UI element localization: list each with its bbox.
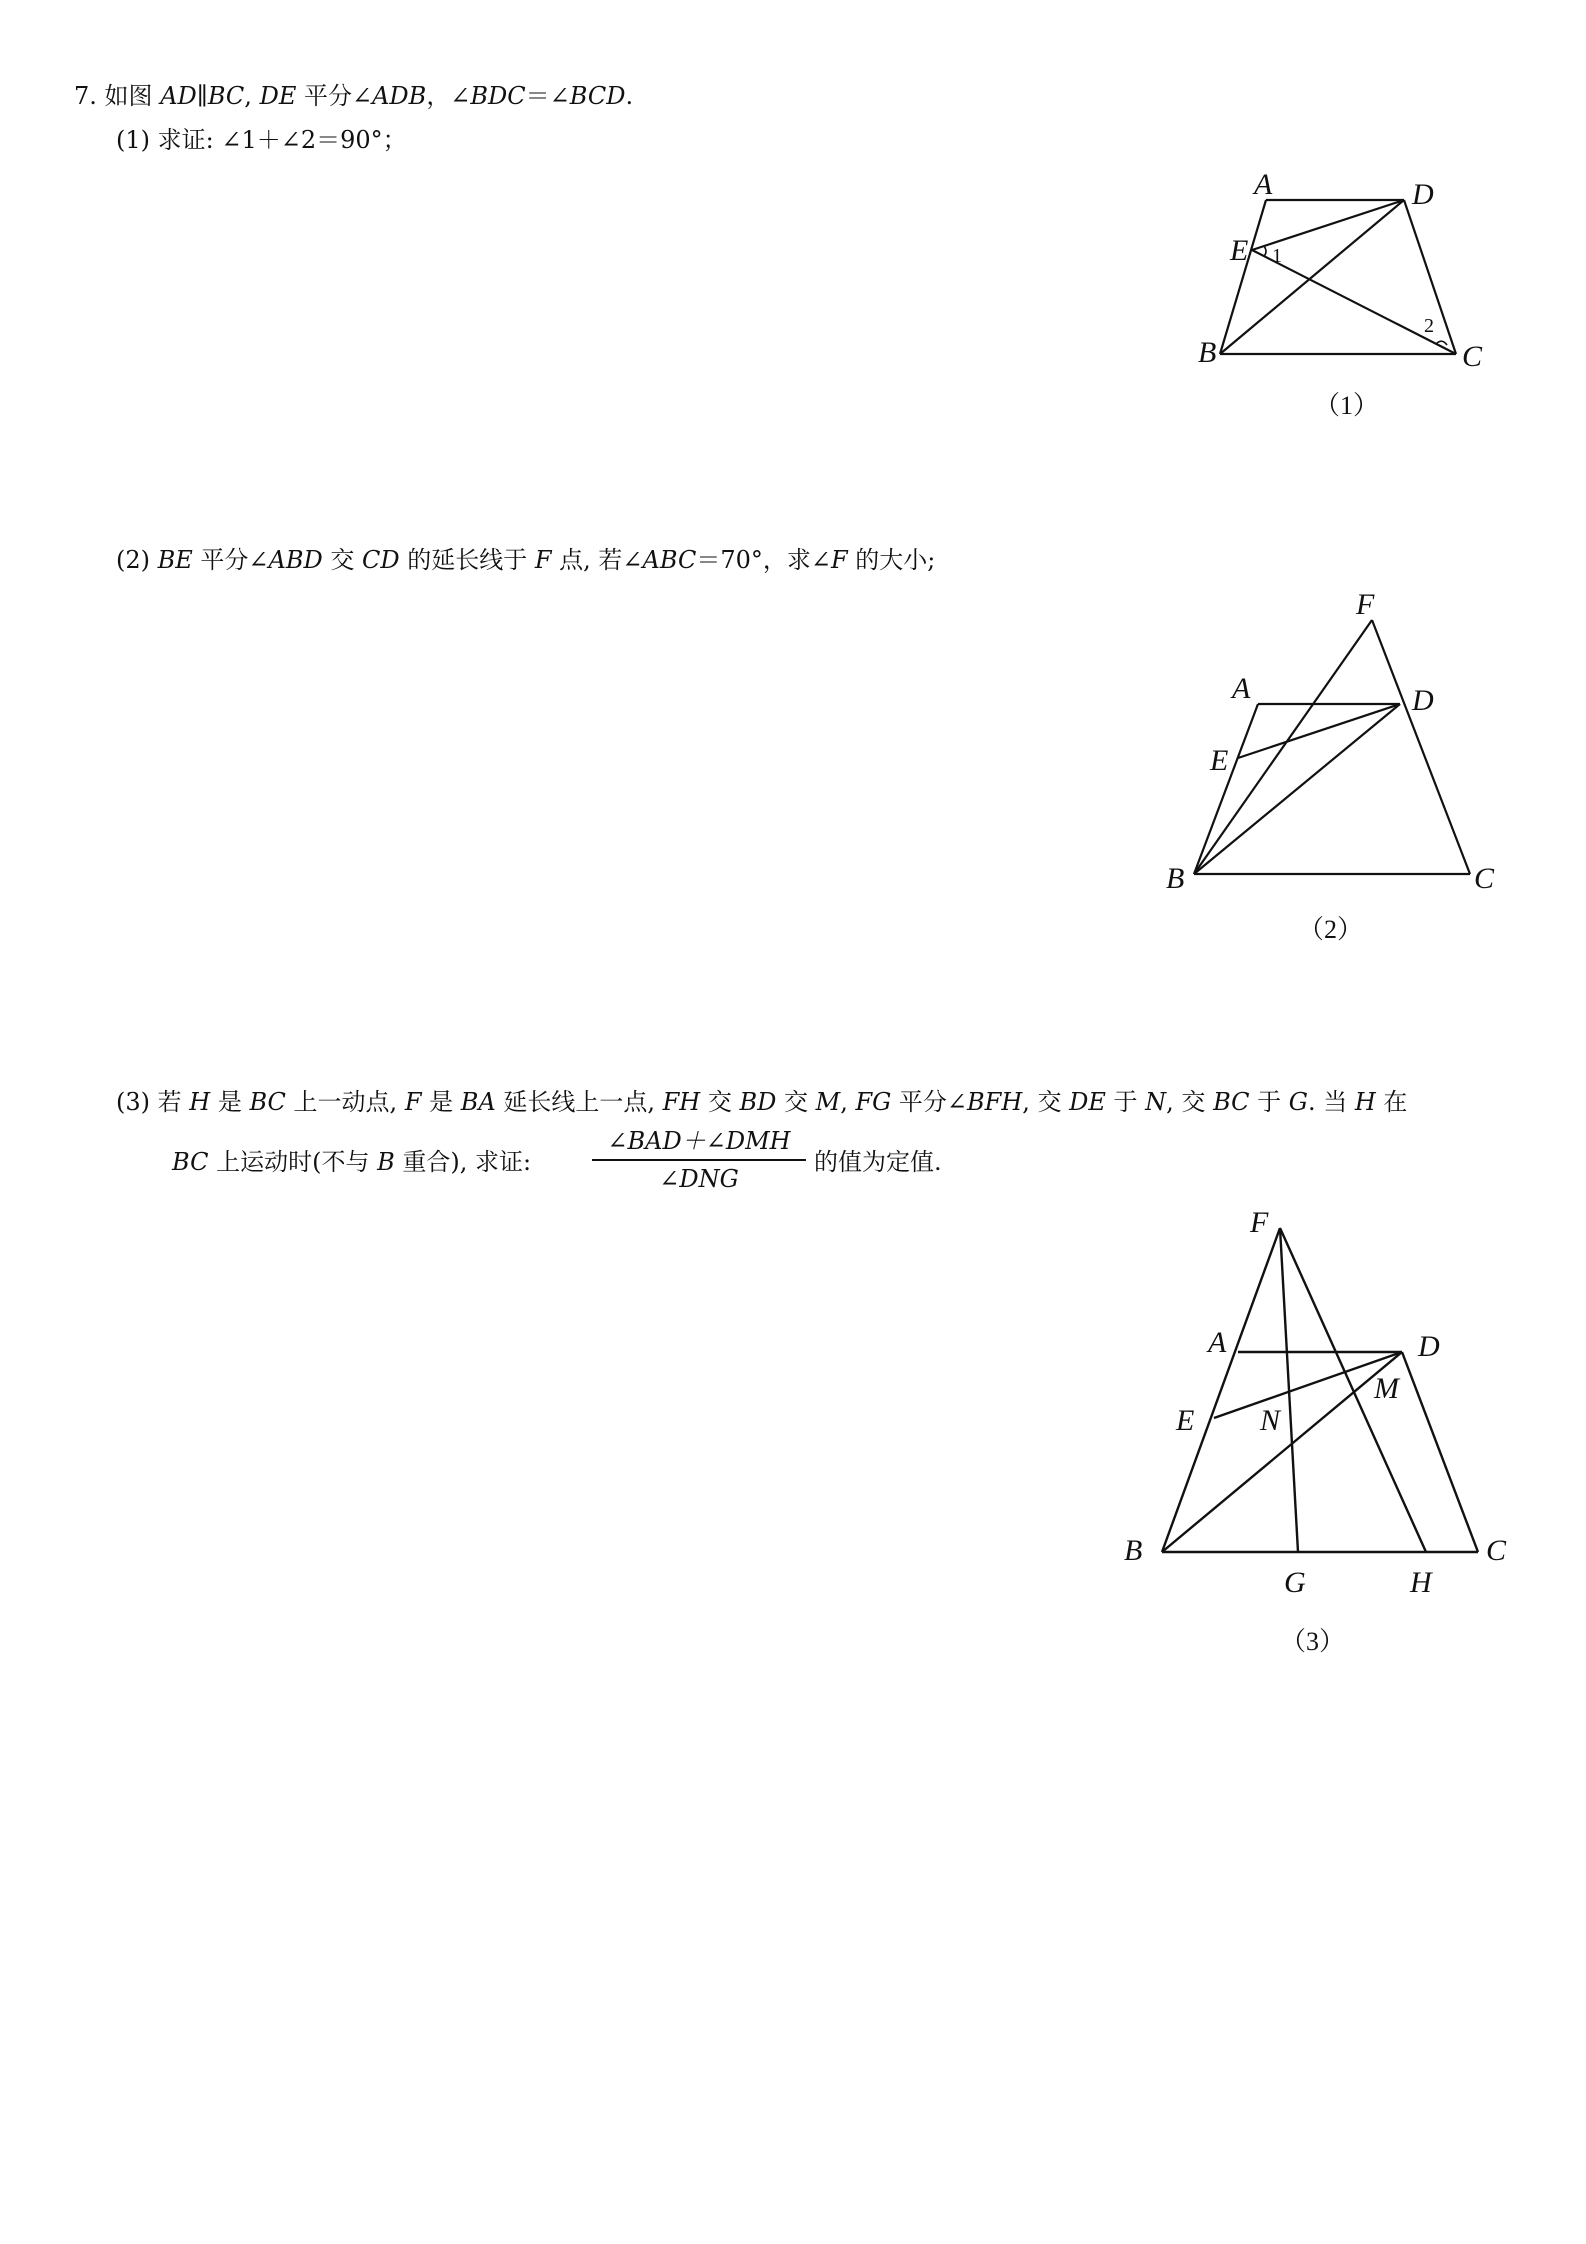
segment-ED — [1238, 704, 1400, 758]
part2-math: F — [534, 546, 552, 574]
part3-text: 在 — [1375, 1088, 1408, 1116]
fraction-denominator: ∠DNG — [659, 1165, 739, 1193]
part3-text: 平分∠ — [891, 1088, 968, 1116]
part3-math: H — [189, 1088, 211, 1116]
label-angle-1: 1 — [1272, 245, 1282, 267]
label-G: G — [1284, 1566, 1306, 1599]
part3-math: BC — [1213, 1088, 1250, 1116]
segment-AB — [1220, 200, 1266, 354]
label-B: B — [1166, 862, 1185, 895]
part3-math: BFH — [967, 1088, 1023, 1116]
label-E: E — [1210, 744, 1229, 777]
label-E: E — [1230, 234, 1249, 267]
part3-math: BA — [460, 1088, 496, 1116]
label-C: C — [1462, 340, 1483, 373]
intro-text: . — [625, 82, 634, 110]
part3-text: 交 — [776, 1088, 816, 1116]
label-N: N — [1260, 1404, 1281, 1437]
label-B: B — [1124, 1534, 1143, 1567]
intro-text: , — [244, 82, 252, 110]
part3-text: 重合), 求证: — [394, 1148, 532, 1176]
figure-3-caption: （3） — [1280, 1627, 1346, 1656]
label-D: D — [1412, 684, 1434, 717]
part3-math: G — [1288, 1088, 1308, 1116]
intro-math: AD∥BC — [160, 82, 245, 110]
part3-text: 是 — [421, 1088, 461, 1116]
part3-text: 上运动时(不与 — [208, 1148, 378, 1176]
problem-number: 7. — [74, 82, 97, 110]
label-A: A — [1208, 1326, 1227, 1359]
figure-2 — [1150, 590, 1520, 960]
part2-text: 的大小; — [847, 546, 936, 574]
part3-math: BC — [249, 1088, 286, 1116]
label-A: A — [1254, 168, 1273, 201]
intro-math: ADB — [372, 82, 427, 110]
part3-text: 是 — [210, 1088, 250, 1116]
label-F: F — [1250, 1206, 1269, 1239]
label-H: H — [1410, 1566, 1432, 1599]
intro-text: ＝∠ — [525, 82, 570, 110]
part1-statement: (1) 求证: ∠1＋∠2＝90°； — [116, 126, 407, 154]
fraction-bar — [592, 1159, 806, 1161]
part3-math: DE — [1069, 1088, 1106, 1116]
label-M: M — [1374, 1372, 1399, 1405]
part3-text: (3) 若 — [116, 1088, 190, 1116]
label-D: D — [1418, 1330, 1440, 1363]
part3-math: N — [1145, 1088, 1167, 1116]
part2-math: ABD — [268, 546, 323, 574]
label-E: E — [1176, 1404, 1195, 1437]
part2-math: CD — [362, 546, 400, 574]
figure-1 — [1180, 170, 1510, 430]
part3-text: 交 — [700, 1088, 740, 1116]
part2-text: 点, 若∠ — [551, 546, 643, 574]
part3-text: 延长线上一点, — [495, 1088, 663, 1116]
part3-text: , 交 — [1022, 1088, 1070, 1116]
part3-text: 于 — [1105, 1088, 1146, 1116]
intro-text: 如图 — [104, 82, 153, 110]
part2-math: BE — [157, 546, 193, 574]
angle-1-arc — [1264, 246, 1266, 256]
part3-math: F — [404, 1088, 422, 1116]
part3-text: 上一动点, — [285, 1088, 405, 1116]
label-C: C — [1474, 862, 1495, 895]
part3-math: M — [815, 1088, 841, 1116]
part3-text: 于 — [1249, 1088, 1289, 1116]
part2-text: (2) — [116, 546, 158, 574]
part3-text: , 交 — [1166, 1088, 1214, 1116]
label-B: B — [1198, 336, 1217, 369]
part2-text: 交 — [322, 546, 363, 574]
figure-1-caption: （1） — [1314, 391, 1380, 420]
intro-text: ，∠ — [426, 82, 471, 110]
segment-FH — [1280, 1228, 1426, 1552]
segment-BD — [1220, 200, 1404, 354]
part3-math: FH — [662, 1088, 701, 1116]
label-angle-2: 2 — [1424, 315, 1434, 337]
part2-text: 的延长线于 — [399, 546, 535, 574]
label-F: F — [1356, 588, 1375, 621]
part3-text: , — [840, 1088, 856, 1116]
part3-statement-end: 的值为定值. — [814, 1148, 942, 1176]
part3-math: FG — [855, 1088, 892, 1116]
part3-math: BC — [172, 1148, 209, 1176]
figure-2-caption: （2） — [1298, 915, 1364, 944]
segment-FC — [1372, 620, 1470, 874]
part3-math: H — [1354, 1088, 1376, 1116]
part3-statement-line1 — [116, 1086, 1407, 1118]
part2-math: ABC — [642, 546, 697, 574]
part3-text: . 当 — [1307, 1088, 1355, 1116]
intro-math: BCD — [569, 82, 626, 110]
part2-math: F — [830, 546, 848, 574]
figure-3 — [1120, 1200, 1540, 1670]
part2-statement — [116, 544, 935, 576]
intro-text: 平分∠ — [303, 82, 373, 110]
label-D: D — [1412, 178, 1434, 211]
part2-text: 平分∠ — [192, 546, 269, 574]
part2-text: ＝70°，求∠ — [696, 546, 831, 574]
segment-ED — [1252, 200, 1404, 250]
ratio-fraction — [592, 1124, 806, 1196]
problem-statement — [74, 80, 633, 112]
fraction-numerator: ∠BAD＋∠DMH — [607, 1127, 791, 1155]
part3-math: BD — [739, 1088, 777, 1116]
intro-math: BDC — [470, 82, 526, 110]
intro-math: DE — [259, 82, 297, 110]
part3-statement-line2 — [172, 1146, 531, 1178]
part3-math: B — [377, 1148, 395, 1176]
label-C: C — [1486, 1534, 1507, 1567]
label-A: A — [1232, 672, 1251, 705]
